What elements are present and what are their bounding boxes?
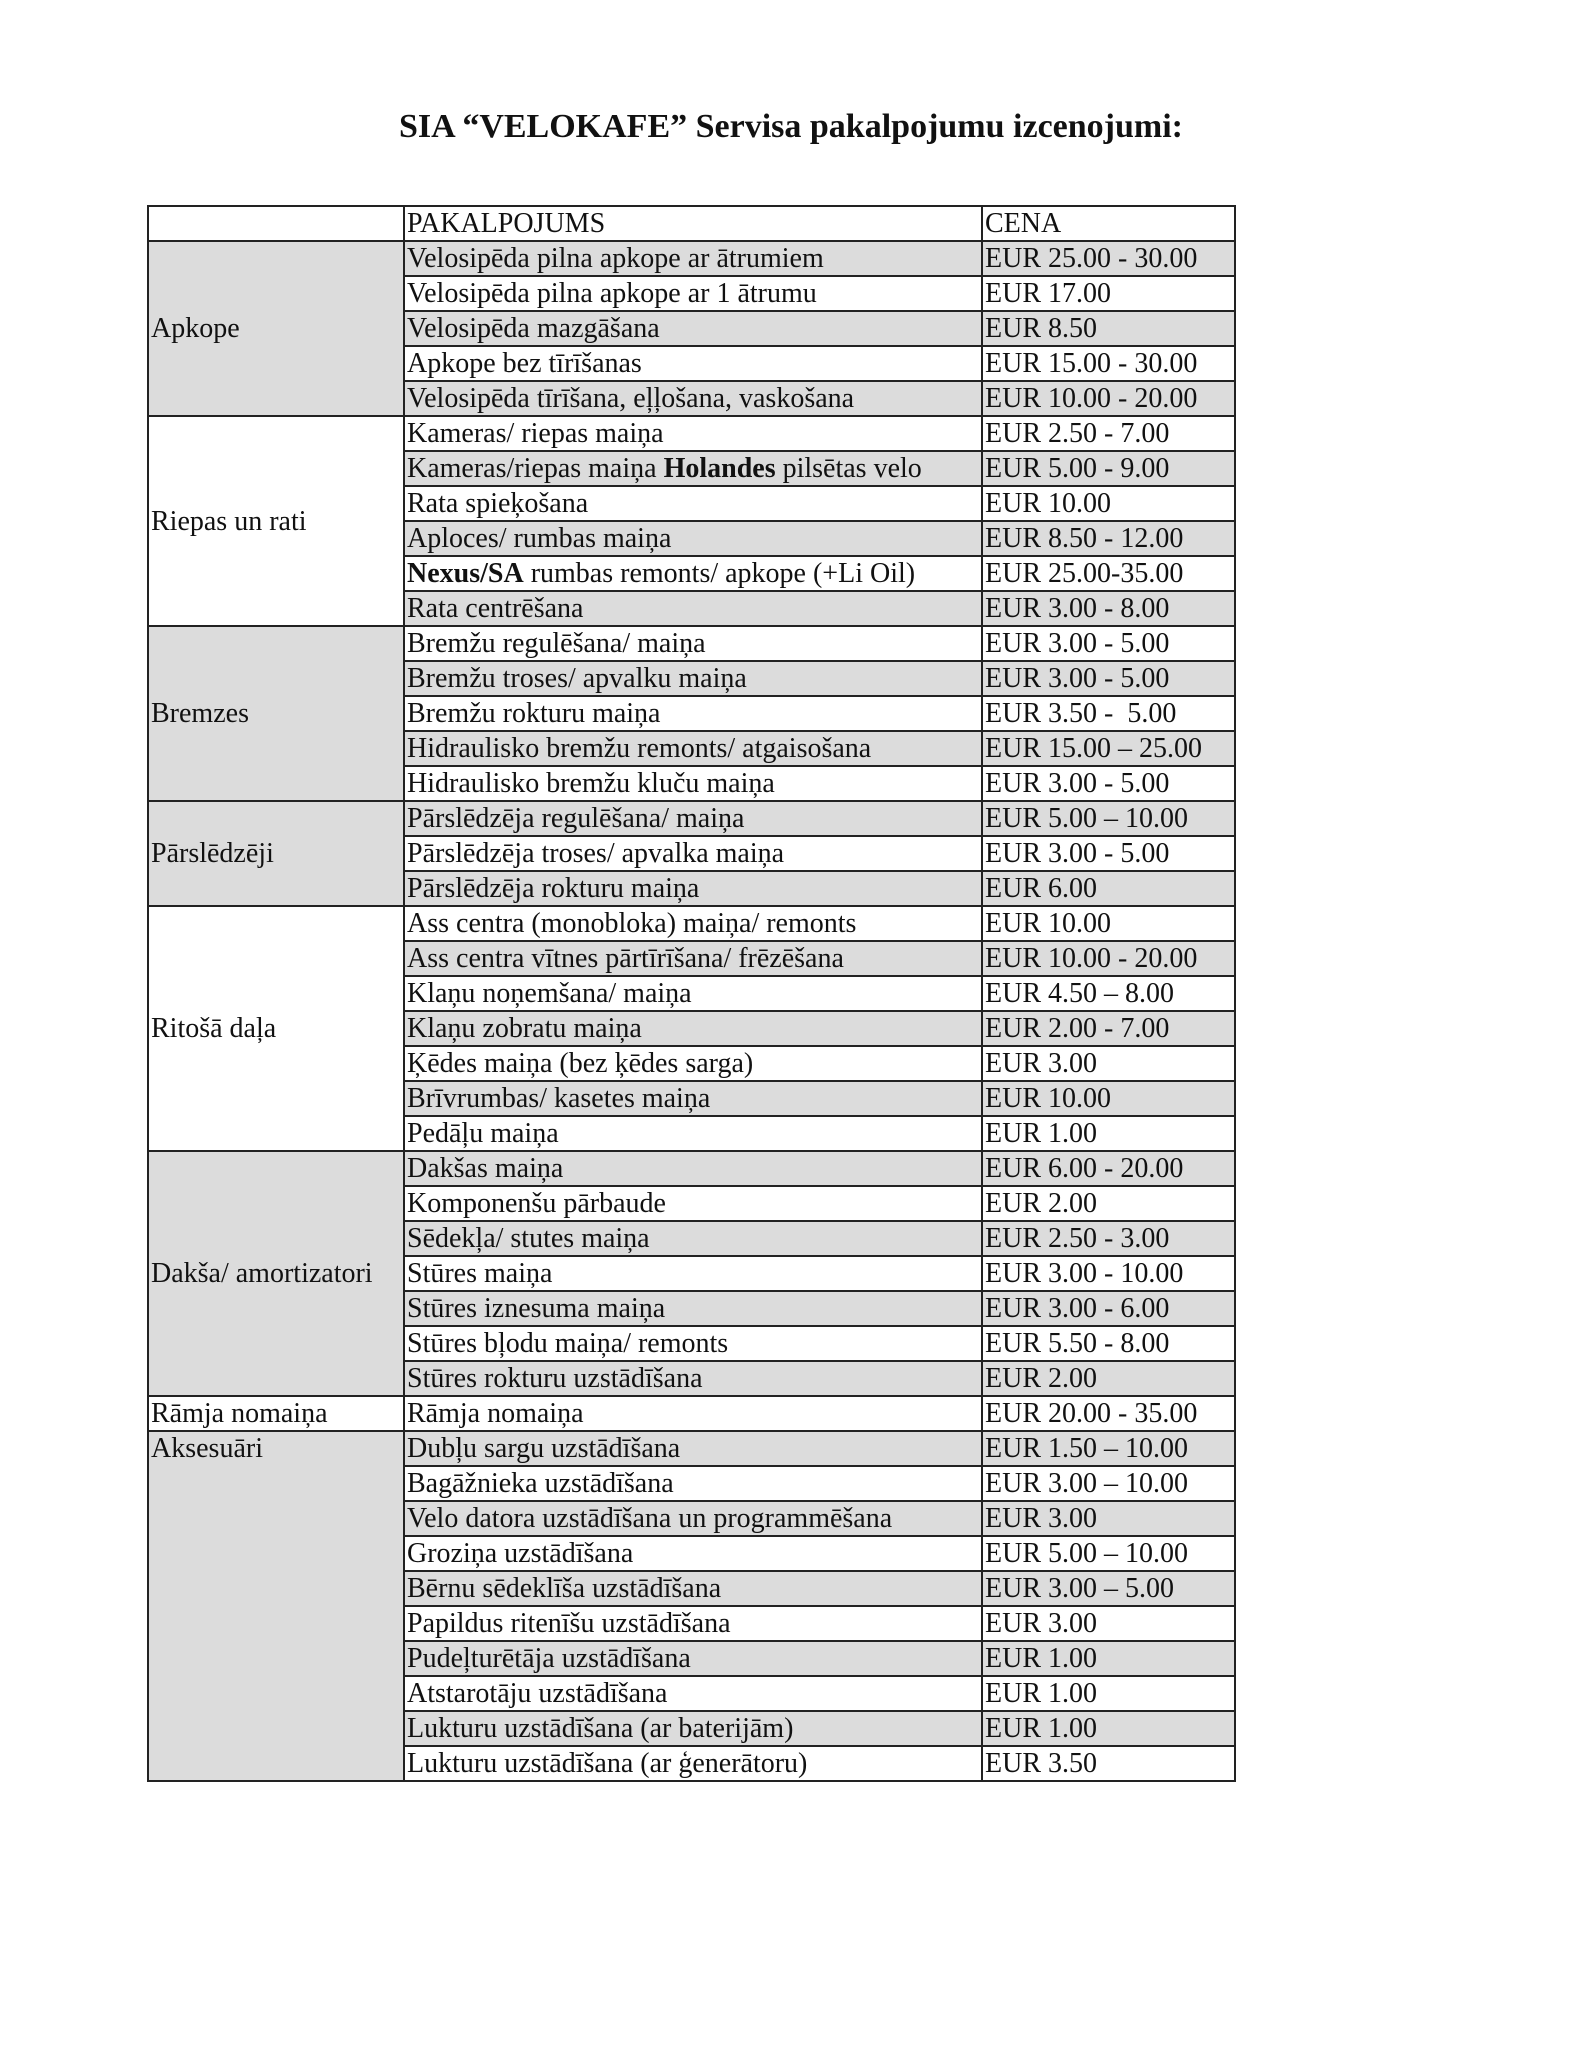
price-cell: EUR 4.50 – 8.00 xyxy=(982,976,1235,1011)
service-cell: Pārslēdzēja rokturu maiņa xyxy=(404,871,982,906)
category-cell: Riepas un rati xyxy=(148,416,404,626)
service-cell xyxy=(404,451,982,486)
price-cell: EUR 25.00 - 30.00 xyxy=(982,241,1235,276)
price-cell: EUR 2.50 - 3.00 xyxy=(982,1221,1235,1256)
header-row xyxy=(148,206,1235,241)
service-cell: Hidraulisko bremžu kluču maiņa xyxy=(404,766,982,801)
price-cell: EUR 1.00 xyxy=(982,1711,1235,1746)
service-cell: Klaņu noņemšana/ maiņa xyxy=(404,976,982,1011)
table-row xyxy=(148,801,1235,836)
price-cell: EUR 2.50 - 7.00 xyxy=(982,416,1235,451)
service-cell: Lukturu uzstādīšana (ar ģenerātoru) xyxy=(404,1746,982,1781)
service-cell: Komponenšu pārbaude xyxy=(404,1186,982,1221)
service-text: rumbas remonts/ apkope (+Li Oil) xyxy=(523,558,916,589)
service-cell: Velosipēda pilna apkope ar 1 ātrumu xyxy=(404,276,982,311)
price-cell: EUR 3.00 – 5.00 xyxy=(982,1571,1235,1606)
category-cell: Pārslēdzēji xyxy=(148,801,404,906)
price-table xyxy=(147,205,1236,1782)
service-cell: Rāmja nomaiņa xyxy=(404,1396,982,1431)
price-cell: EUR 5.00 – 10.00 xyxy=(982,1536,1235,1571)
category-cell: Bremzes xyxy=(148,626,404,801)
price-cell: EUR 20.00 - 35.00 xyxy=(982,1396,1235,1431)
price-cell: EUR 15.00 - 30.00 xyxy=(982,346,1235,381)
service-cell: Pudeļturētāja uzstādīšana xyxy=(404,1641,982,1676)
service-text: pilsētas velo xyxy=(775,453,922,484)
price-cell: EUR 6.00 - 20.00 xyxy=(982,1151,1235,1186)
price-cell: EUR 3.00 - 10.00 xyxy=(982,1256,1235,1291)
price-cell: EUR 10.00 - 20.00 xyxy=(982,941,1235,976)
service-cell: Dubļu sargu uzstādīšana xyxy=(404,1431,982,1466)
service-cell: Pārslēdzēja troses/ apvalka maiņa xyxy=(404,836,982,871)
price-cell: EUR 3.00 – 10.00 xyxy=(982,1466,1235,1501)
price-cell: EUR 3.00 - 5.00 xyxy=(982,836,1235,871)
service-cell: Ass centra vītnes pārtīrīšana/ frēzēšana xyxy=(404,941,982,976)
price-cell: EUR 3.50 - 5.00 xyxy=(982,696,1235,731)
service-cell: Rata centrēšana xyxy=(404,591,982,626)
category-cell: Rāmja nomaiņa xyxy=(148,1396,404,1431)
price-cell: EUR 1.00 xyxy=(982,1641,1235,1676)
service-cell: Pārslēdzēja regulēšana/ maiņa xyxy=(404,801,982,836)
price-cell: EUR 25.00-35.00 xyxy=(982,556,1235,591)
service-cell: Stūres maiņa xyxy=(404,1256,982,1291)
price-cell: EUR 2.00 - 7.00 xyxy=(982,1011,1235,1046)
service-bold-text: Nexus/SA xyxy=(407,558,524,589)
service-cell: Brīvrumbas/ kasetes maiņa xyxy=(404,1081,982,1116)
category-cell: Apkope xyxy=(148,241,404,416)
price-cell: EUR 3.00 - 8.00 xyxy=(982,591,1235,626)
category-cell: Ritošā daļa xyxy=(148,906,404,1151)
service-cell: Velosipēda mazgāšana xyxy=(404,311,982,346)
table-row xyxy=(148,626,1235,661)
header-service: PAKALPOJUMS xyxy=(404,206,982,241)
price-cell: EUR 10.00 - 20.00 xyxy=(982,381,1235,416)
service-cell: Aploces/ rumbas maiņa xyxy=(404,521,982,556)
service-cell: Sēdekļa/ stutes maiņa xyxy=(404,1221,982,1256)
price-cell: EUR 3.00 xyxy=(982,1501,1235,1536)
price-cell: EUR 3.00 xyxy=(982,1046,1235,1081)
price-cell: EUR 10.00 xyxy=(982,486,1235,521)
service-cell: Ķēdes maiņa (bez ķēdes sarga) xyxy=(404,1046,982,1081)
service-cell xyxy=(404,556,982,591)
service-cell: Velosipēda tīrīšana, eļļošana, vaskošana xyxy=(404,381,982,416)
price-table-body xyxy=(148,206,1235,1781)
price-cell: EUR 6.00 xyxy=(982,871,1235,906)
service-cell: Bremžu regulēšana/ maiņa xyxy=(404,626,982,661)
service-cell: Bagāžnieka uzstādīšana xyxy=(404,1466,982,1501)
price-cell: EUR 8.50 - 12.00 xyxy=(982,521,1235,556)
table-row xyxy=(148,241,1235,276)
service-cell: Velo datora uzstādīšana un programmēšana xyxy=(404,1501,982,1536)
price-cell: EUR 5.50 - 8.00 xyxy=(982,1326,1235,1361)
service-cell: Hidraulisko bremžu remonts/ atgaisošana xyxy=(404,731,982,766)
category-cell: Aksesuāri xyxy=(148,1431,404,1781)
page-title: SIA “VELOKAFE” Servisa pakalpojumu izcenojumi: xyxy=(399,108,1183,145)
service-cell: Pedāļu maiņa xyxy=(404,1116,982,1151)
service-text: Kameras/riepas maiņa xyxy=(407,453,664,484)
header-price: CENA xyxy=(982,206,1235,241)
price-cell: EUR 1.50 – 10.00 xyxy=(982,1431,1235,1466)
service-cell: Stūres bļodu maiņa/ remonts xyxy=(404,1326,982,1361)
table-row xyxy=(148,1396,1235,1431)
price-cell: EUR 10.00 xyxy=(982,1081,1235,1116)
price-cell: EUR 1.00 xyxy=(982,1116,1235,1151)
service-cell: Stūres rokturu uzstādīšana xyxy=(404,1361,982,1396)
service-cell: Atstarotāju uzstādīšana xyxy=(404,1676,982,1711)
price-cell: EUR 15.00 – 25.00 xyxy=(982,731,1235,766)
service-cell: Bērnu sēdeklīša uzstādīšana xyxy=(404,1571,982,1606)
price-cell: EUR 17.00 xyxy=(982,276,1235,311)
price-cell: EUR 3.00 - 5.00 xyxy=(982,661,1235,696)
table-row xyxy=(148,1431,1235,1466)
price-cell: EUR 10.00 xyxy=(982,906,1235,941)
table-row xyxy=(148,416,1235,451)
category-cell: Dakša/ amortizatori xyxy=(148,1151,404,1396)
service-cell: Groziņa uzstādīšana xyxy=(404,1536,982,1571)
service-cell: Dakšas maiņa xyxy=(404,1151,982,1186)
price-cell: EUR 3.00 - 5.00 xyxy=(982,766,1235,801)
price-cell: EUR 3.00 - 6.00 xyxy=(982,1291,1235,1326)
price-cell: EUR 8.50 xyxy=(982,311,1235,346)
service-cell: Apkope bez tīrīšanas xyxy=(404,346,982,381)
service-cell: Papildus ritenīšu uzstādīšana xyxy=(404,1606,982,1641)
service-cell: Kameras/ riepas maiņa xyxy=(404,416,982,451)
table-row xyxy=(148,1151,1235,1186)
service-bold-text: Holandes xyxy=(663,453,776,484)
price-cell: EUR 5.00 – 10.00 xyxy=(982,801,1235,836)
table-row xyxy=(148,906,1235,941)
service-cell: Lukturu uzstādīšana (ar baterijām) xyxy=(404,1711,982,1746)
price-cell: EUR 3.00 - 5.00 xyxy=(982,626,1235,661)
service-cell: Stūres iznesuma maiņa xyxy=(404,1291,982,1326)
service-cell: Bremžu rokturu maiņa xyxy=(404,696,982,731)
header-category xyxy=(148,206,404,241)
service-cell: Velosipēda pilna apkope ar ātrumiem xyxy=(404,241,982,276)
price-cell: EUR 3.00 xyxy=(982,1606,1235,1641)
price-cell: EUR 2.00 xyxy=(982,1361,1235,1396)
service-cell: Bremžu troses/ apvalku maiņa xyxy=(404,661,982,696)
price-cell: EUR 5.00 - 9.00 xyxy=(982,451,1235,486)
price-cell: EUR 2.00 xyxy=(982,1186,1235,1221)
price-cell: EUR 3.50 xyxy=(982,1746,1235,1781)
service-cell: Klaņu zobratu maiņa xyxy=(404,1011,982,1046)
service-cell: Ass centra (monobloka) maiņa/ remonts xyxy=(404,906,982,941)
price-cell: EUR 1.00 xyxy=(982,1676,1235,1711)
service-cell: Rata spieķošana xyxy=(404,486,982,521)
